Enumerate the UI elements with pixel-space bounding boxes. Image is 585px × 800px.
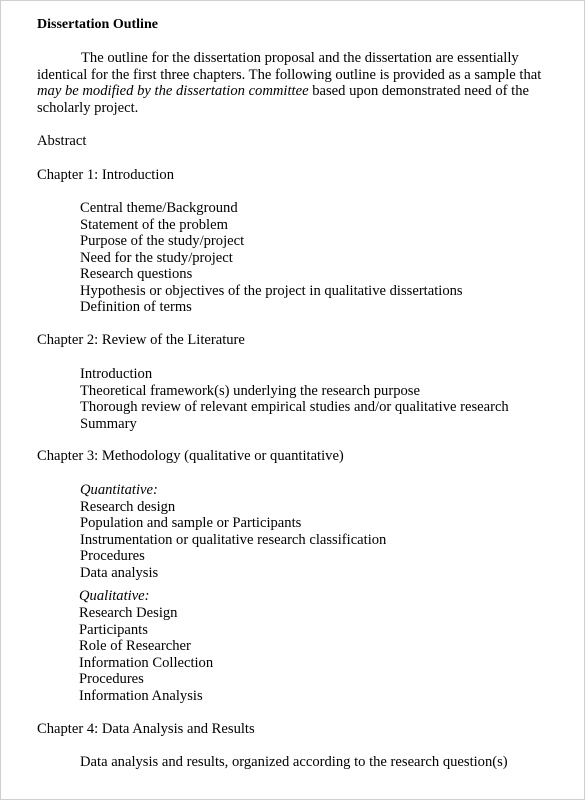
qualitative-item: Participants (79, 621, 148, 638)
intro-line-3-rest: based upon demonstrated need of the (308, 83, 530, 99)
qualitative-item: Information Analysis (79, 688, 203, 704)
qualitative-item: Role of Researcher (79, 638, 191, 654)
quantitative-label: Quantitative: (80, 482, 158, 498)
intro-line-2: identical for the first three chapters. The following outline is provided as a sample that (37, 66, 542, 83)
chapter-2-item: Summary (80, 415, 137, 432)
document-title: Dissertation Outline (37, 17, 158, 32)
chapter-2-heading: Chapter 2: Review of the Literature (37, 332, 245, 348)
qualitative-item: Procedures (79, 671, 144, 687)
chapter-4-item: Data analysis and results, organized according to the research question(s) (80, 754, 508, 770)
quantitative-item: Instrumentation or qualitative research classification (80, 531, 387, 548)
chapter-1-item: Need for the study/project (80, 249, 233, 266)
intro-line-1: The outline for the dissertation proposal and the dissertation are essentially (81, 50, 519, 66)
chapter-2-item: Theoretical framework(s) underlying the research purpose (80, 382, 420, 399)
qualitative-label: Qualitative: (79, 588, 150, 604)
chapter-1-item: Purpose of the study/project (80, 233, 245, 249)
intro-emphasis: may be modified by the dissertation committee (37, 83, 309, 99)
chapter-2-item: Introduction (80, 366, 153, 382)
quantitative-item: Procedures (80, 548, 145, 564)
quantitative-item: Data analysis (80, 565, 159, 581)
chapter-4-heading: Chapter 4: Data Analysis and Results (37, 721, 255, 737)
chapter-1-item: Central theme/Background (80, 200, 238, 216)
chapter-1-item: Hypothesis or objectives of the project in qualitative dissertations (80, 282, 463, 299)
chapter-2-item: Thorough review of relevant empirical studies and/or qualitative research (80, 399, 509, 415)
quantitative-item: Population and sample or Participants (80, 515, 302, 531)
chapter-1-item: Statement of the problem (80, 216, 228, 233)
chapter-1-item: Research questions (80, 266, 193, 282)
qualitative-item: Information Collection (79, 654, 214, 671)
intro-line-3 (37, 83, 567, 100)
intro-line-4: scholarly project. (37, 99, 139, 116)
abstract-heading: Abstract (37, 133, 87, 149)
quantitative-item: Research design (80, 498, 176, 515)
intro-paragraph (37, 50, 567, 116)
chapter-3-heading: Chapter 3: Methodology (qualitative or quantitative) (37, 448, 344, 464)
qualitative-item: Research Design (79, 605, 178, 621)
chapter-1-heading: Chapter 1: Introduction (37, 167, 174, 183)
chapter-1-item: Definition of terms (80, 299, 192, 315)
